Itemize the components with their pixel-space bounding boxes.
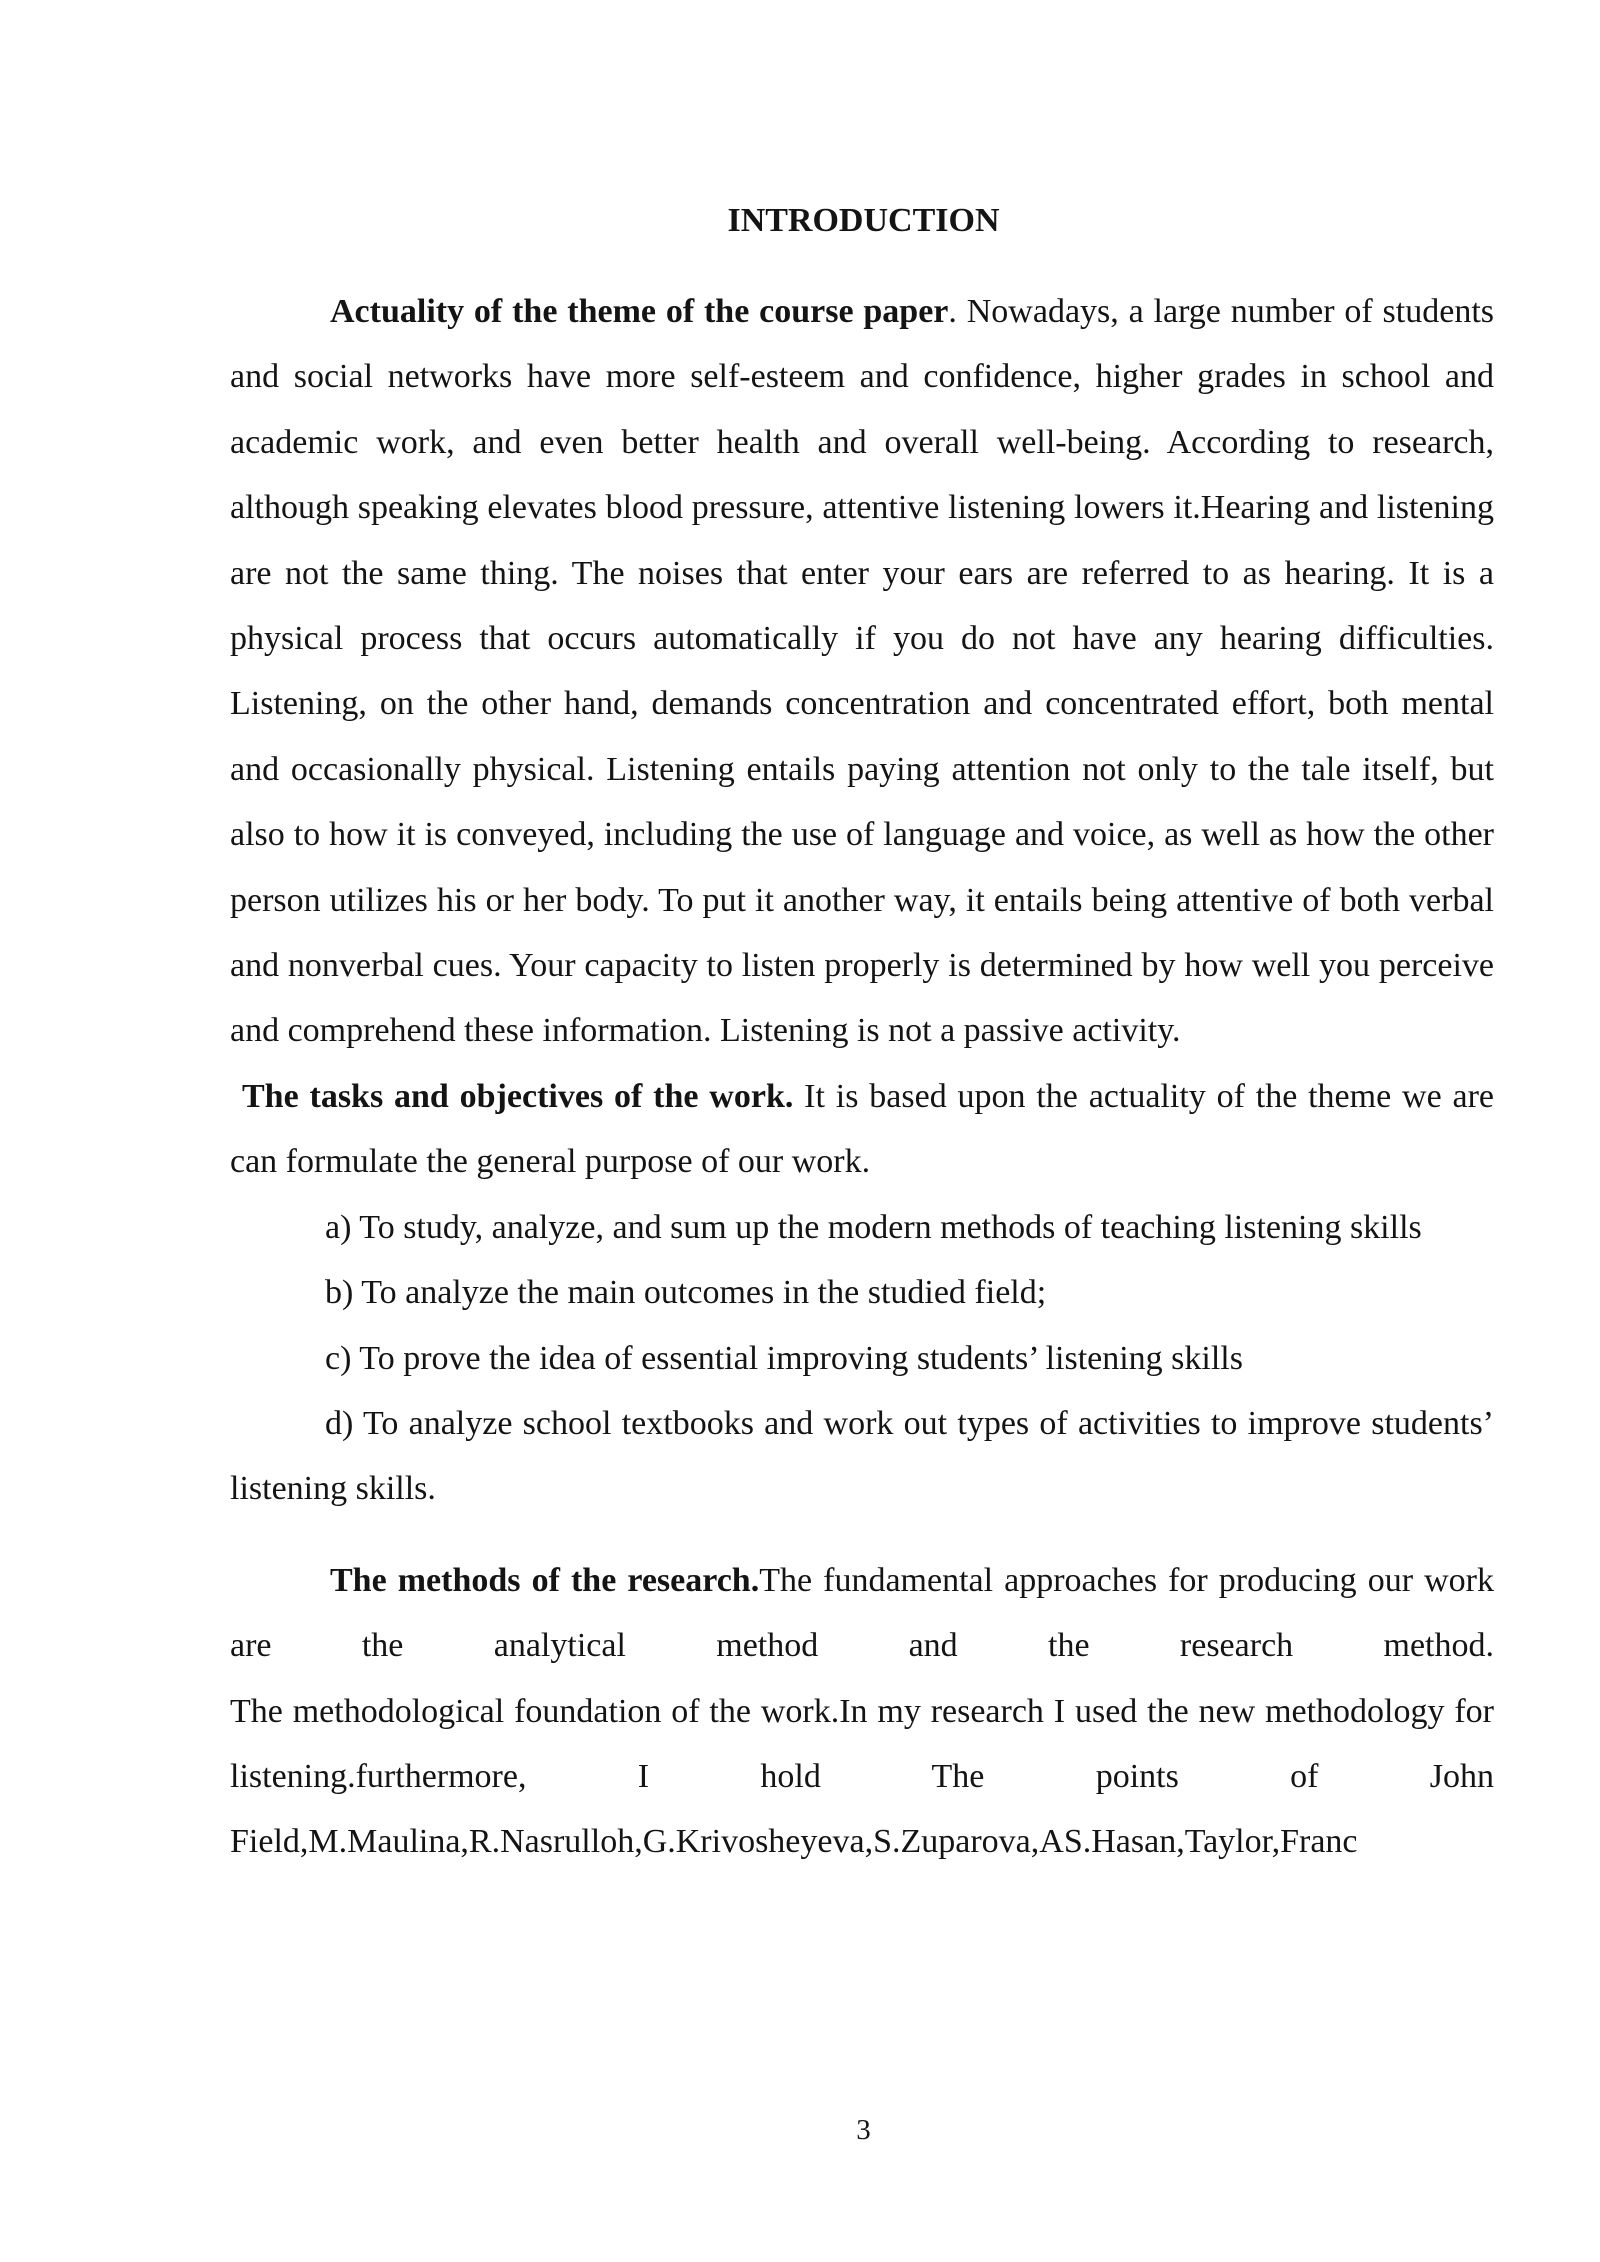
methods-lead: The methods of the research.: [330, 1561, 760, 1599]
section-heading: INTRODUCTION: [727, 202, 1000, 239]
task-item-b: b) To analyze the main outcomes in the studied field;: [325, 1274, 1047, 1312]
tasks-body: It is based upon the actuality of the theme we are can formulate the general purpose of our work.: [230, 1077, 1494, 1181]
methods-paragraph: [230, 1548, 1494, 1679]
page-number: 3: [856, 2114, 871, 2146]
body-text: [230, 279, 1494, 1875]
actuality-lead: Actuality of the theme of the course paper: [330, 293, 949, 330]
task-item-c: c) To prove the idea of essential improving students’ listening skills: [325, 1339, 1243, 1377]
tasks-paragraph: [230, 1064, 1494, 1195]
methodological-names-line: Field,M.Maulina,R.Nasrulloh,G.Krivosheyeva,S.Zuparova,AS.Hasan,Taylor,Franc: [230, 1823, 1358, 1861]
methodological-foundation-paragraph: The methodological foundation of the work.In my research I used the new methodology for listening.furthermore, I hold The points of John: [230, 1692, 1494, 1795]
task-item-a: a) To study, analyze, and sum up the modern methods of teaching listening skills: [325, 1208, 1422, 1246]
methods-body: The fundamental approaches for producing our work are the analytical method and the research method.: [230, 1561, 1494, 1665]
actuality-paragraph: [230, 279, 1494, 1064]
tasks-lead: The tasks and objectives of the work.: [242, 1077, 794, 1115]
actuality-body: . Nowadays, a large number of students and social networks have more self-esteem and confidence, higher grades in school and academic work, and even better health and overall well-being. According to research, although speaking elevates blood pressure, attentive listening lowers it.Hearing and listening are not the same thing. The noises that enter your ears are referred to as hearing. It is a physical process that occurs automatically if you do not have any hearing difficulties. Listening, on the other hand, demands concentration and concentrated effort, both mental and occasionally physical. Listening entails paying attention not only to the tale itself, but also to how it is conveyed, including the use of language and voice, as well as how the other person utilizes his or her body. To put it another way, it entails being attentive of both verbal and nonverbal cues. Your capacity to listen properly is determined by how well you perceive and comprehend these information. Listening is not a passive activity.: [230, 293, 1495, 1050]
task-item-d: d) To analyze school textbooks and work out types of activities to improve students’ listening skills.: [230, 1404, 1494, 1508]
